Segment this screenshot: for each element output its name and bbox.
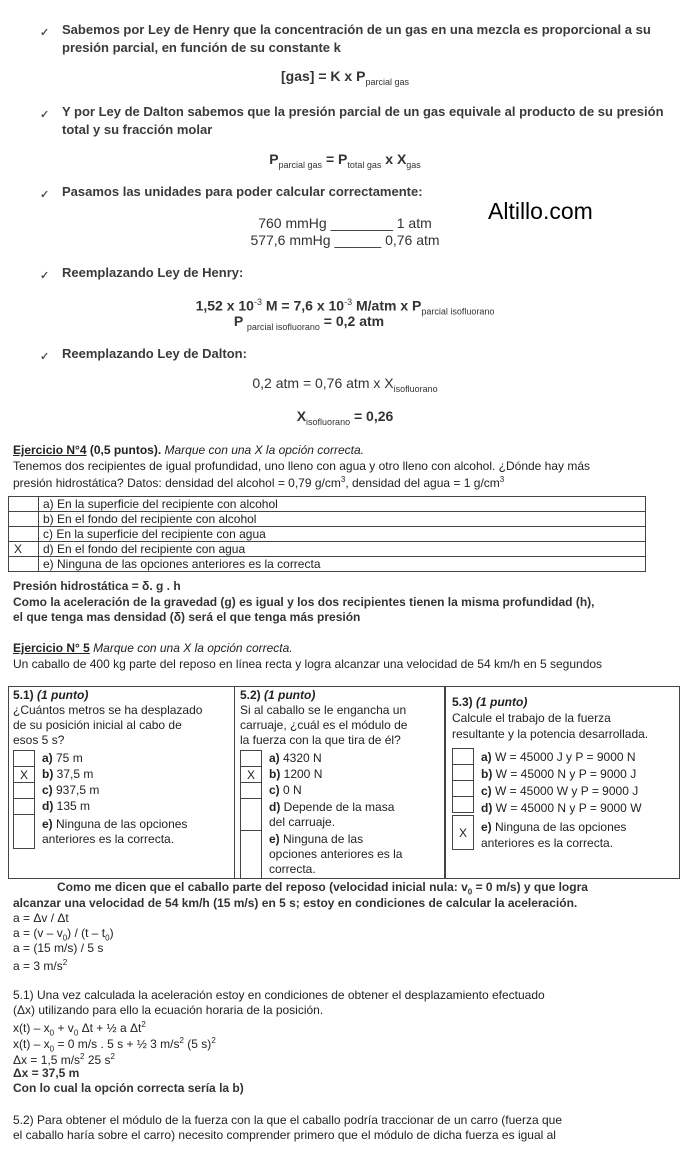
option-text: c) En la superficie del recipiente con agua [39, 527, 646, 542]
bullet-dalton: Y por Ley de Dalton sabemos que la presión parcial de un gas equivale al producto de su presión total y su fracción molar [62, 104, 664, 137]
ej4-solution-1: Presión hidrostática = δ. g . h [13, 579, 181, 593]
option-text: d) En el fondo del recipiente con agua [39, 542, 646, 557]
solution-intro-1: Como me dicen que el caballo parte del reposo (velocidad inicial nula: $v_0 = 0$ m/s) y que logra [57, 880, 588, 897]
answer-checkbox[interactable] [13, 782, 35, 799]
answer-option-cont: anteriores es la correcta. [42, 832, 175, 846]
answer-option: a) 4320 N [269, 751, 322, 765]
check-icon: ✓ [40, 351, 50, 363]
ej5-header: Ejercicio N° 5 Marque con una X la opción correcta. [13, 641, 293, 655]
question-text: esos 5 s? [13, 733, 65, 747]
ej4-options-table [8, 496, 646, 572]
question-text: carruaje, ¿cuál es el módulo de [240, 718, 408, 732]
solution-line: $a = (v - v_0) / (t - t_0)$ [13, 926, 114, 943]
question-text: ¿Cuántos metros se ha desplazado [13, 703, 203, 717]
option-mark-cell[interactable] [9, 557, 39, 572]
ej5-statement: Un caballo de 400 kg parte del reposo en línea recta y logra alcanzar una velocidad de 54 km/h en 5 segundos [13, 657, 603, 671]
table-row[interactable] [9, 527, 646, 542]
question-text: Si al caballo se le engancha un [240, 703, 407, 717]
answer-checkbox[interactable] [13, 814, 35, 849]
solution-line: a = (15 m/s) / 5 s [13, 941, 104, 955]
bullet-replace-henry: Reemplazando Ley de Henry: [62, 265, 244, 280]
units-line-2: 577,6 mmHg ______ 0,76 atm [250, 232, 440, 248]
option-text: b) En el fondo del recipiente con alcohol [39, 512, 646, 527]
answer-option: a) 75 m [42, 751, 83, 765]
ej4-solution-3: el que tenga mas densidad (δ) será el que tenga más presión [13, 610, 361, 624]
answer-checkbox[interactable] [452, 764, 474, 781]
answer-option-cont: del carruaje. [269, 815, 336, 829]
ej4-header: Ejercicio N°4 (0,5 puntos). Marque con una X la opción correcta. [13, 443, 364, 457]
answer-checkbox[interactable]: X [240, 766, 262, 783]
answer-option: c) 0 N [269, 783, 302, 797]
option-mark-cell[interactable] [9, 497, 39, 512]
solution-conclusion: Con lo cual la opción correcta sería la b) [13, 1081, 244, 1095]
question-text: resultante y la potencia desarrollada. [452, 727, 649, 741]
solution-5-1-text-1: 5.1) Una vez calculada la aceleración estoy en condiciones de obtener el desplazamiento efectuado [13, 988, 545, 1002]
option-text: e) Ninguna de las opciones anteriores es la correcta [39, 557, 646, 572]
answer-option: a) W = 45000 J y P = 9000 N [481, 750, 636, 764]
ej4-solution-2: Como la aceleración de la gravedad (g) es igual y los dos recipientes tienen la misma profundidad (h), [13, 595, 595, 609]
option-text: a) En la superficie del recipiente con alcohol [39, 497, 646, 512]
formula-replace-henry-2: P $_{parcial isofluorano}$ = 0,2 atm [233, 313, 385, 332]
answer-option: e) Ninguna de las opciones [42, 817, 188, 831]
solution-line: $x(t) - x_0 = 0$ m/s . 5 s + ½ 3 $m/s^2$ (5 s)$^2$ [13, 1036, 216, 1054]
answer-checkbox[interactable] [452, 780, 474, 797]
question-5-3-heading: 5.3) (1 punto) [452, 695, 528, 709]
formula-henry: [gas] = K x $P_{parcial gas}$ [281, 68, 409, 87]
formula-replace-henry-1: 1,52 x $10^{-3}$ M = 7,6 x $10^{-3}$ M/atm x $P_{parcial isofluorano}$ [195, 297, 495, 317]
solution-line: a = 3 $m/s^2$ [13, 958, 68, 973]
bullet-replace-dalton: Reemplazando Ley de Dalton: [62, 346, 247, 361]
answer-checkbox[interactable] [13, 750, 35, 767]
answer-checkbox[interactable] [13, 798, 35, 815]
question-5-2-box [235, 686, 445, 879]
check-icon: ✓ [40, 189, 50, 201]
option-mark-cell[interactable] [9, 527, 39, 542]
answer-option: e) Ninguna de las [269, 832, 364, 846]
table-row[interactable] [9, 557, 646, 572]
solution-line: $x(t) - x_0 + v_0$ Δt + ½ a $\Delta t^2$ [13, 1020, 146, 1038]
formula-dalton: $P_{parcial gas} = P_{total gas}$ x $X_{gas}$ [269, 151, 421, 170]
units-line-1: 760 mmHg ________ 1 atm [258, 215, 432, 231]
answer-checkbox[interactable] [240, 798, 262, 831]
answer-checkbox[interactable] [240, 750, 262, 767]
answer-option: d) Depende de la masa [269, 800, 395, 814]
answer-checkbox[interactable] [240, 830, 262, 879]
ej4-question-1: Tenemos dos recipientes de igual profundidad, uno lleno con agua y otro lleno con alcohol. ¿Dónde hay más [13, 459, 591, 473]
answer-checkbox[interactable] [452, 796, 474, 813]
solution-intro-2: alcanzar una velocidad de 54 km/h (15 m/s) en 5 s; estoy en condiciones de calcular la aceleración. [13, 896, 578, 910]
bullet-units: Pasamos las unidades para poder calcular correctamente: [62, 184, 423, 199]
solution-5-2-text-2: el caballo haría sobre el carro) necesito comprender primero que el módulo de dicha fuerza es igual al [13, 1128, 556, 1142]
table-row[interactable] [9, 542, 646, 557]
answer-option-cont: anteriores es la correcta. [481, 836, 614, 850]
table-row[interactable] [9, 497, 646, 512]
option-mark-cell[interactable]: X [9, 542, 39, 557]
answer-option: c) W = 45000 W y P = 9000 J [481, 784, 639, 798]
answer-option: b) 1200 N [269, 767, 323, 781]
ej4-question-2: presión hidrostática? Datos: densidad del alcohol = 0,79 $g/cm^3$, densidad del agua = 1 $g/cm^3$ [13, 475, 505, 490]
question-5-1-box [8, 686, 235, 879]
watermark-logo: Altillo.com [488, 198, 593, 224]
question-text: la fuerza con la que tira de él? [240, 733, 401, 747]
answer-option: e) Ninguna de las opciones [481, 820, 627, 834]
answer-option: d) W = 45000 N y P = 9000 W [481, 801, 642, 815]
formula-replace-dalton: 0,2 atm = 0,76 atm x $X_{isofluorano}$ [252, 375, 438, 394]
answer-checkbox[interactable] [240, 782, 262, 799]
solution-5-2-text-1: 5.2) Para obtener el módulo de la fuerza con la que el caballo podría traccionar de un carro (fuerza que [13, 1113, 562, 1127]
solution-5-1-text-2: (Δx) utilizando para ello la ecuación horaria de la posición. [13, 1003, 324, 1017]
question-5-1-heading: 5.1) (1 punto) [13, 688, 89, 702]
answer-option: d) 135 m [42, 799, 91, 813]
answer-checkbox[interactable]: X [13, 766, 35, 783]
solution-result: Δx = 37,5 m [13, 1066, 80, 1080]
question-text: Calcule el trabajo de la fuerza [452, 711, 611, 725]
answer-option-cont: opciones anteriores es la [269, 847, 403, 861]
solution-line: Δx = 1,5 $m/s^2$ 25 $s^2$ [13, 1052, 115, 1067]
formula-result: $X_{isofluorano} = 0,26$ [296, 408, 394, 427]
answer-option: b) W = 45000 N y P = 9000 J [481, 767, 637, 781]
answer-checkbox[interactable]: X [452, 815, 474, 850]
answer-option-cont: correcta. [269, 862, 316, 876]
check-icon: ✓ [40, 270, 50, 282]
question-5-2-heading: 5.2) (1 punto) [240, 688, 316, 702]
solution-line: a = Δv / Δt [13, 911, 69, 925]
check-icon: ✓ [40, 109, 50, 121]
question-5-3-box [445, 686, 680, 879]
bullet-henry: Sabemos por Ley de Henry que la concentración de un gas en una mezcla es proporcional a su presión parcial, en función de su constante k [62, 22, 651, 55]
table-row[interactable] [9, 512, 646, 527]
question-text: de su posición inicial al cabo de [13, 718, 182, 732]
answer-option: c) 937,5 m [42, 783, 100, 797]
check-icon: ✓ [40, 27, 50, 39]
option-mark-cell[interactable] [9, 512, 39, 527]
answer-option: b) 37,5 m [42, 767, 94, 781]
answer-checkbox[interactable] [452, 748, 474, 765]
